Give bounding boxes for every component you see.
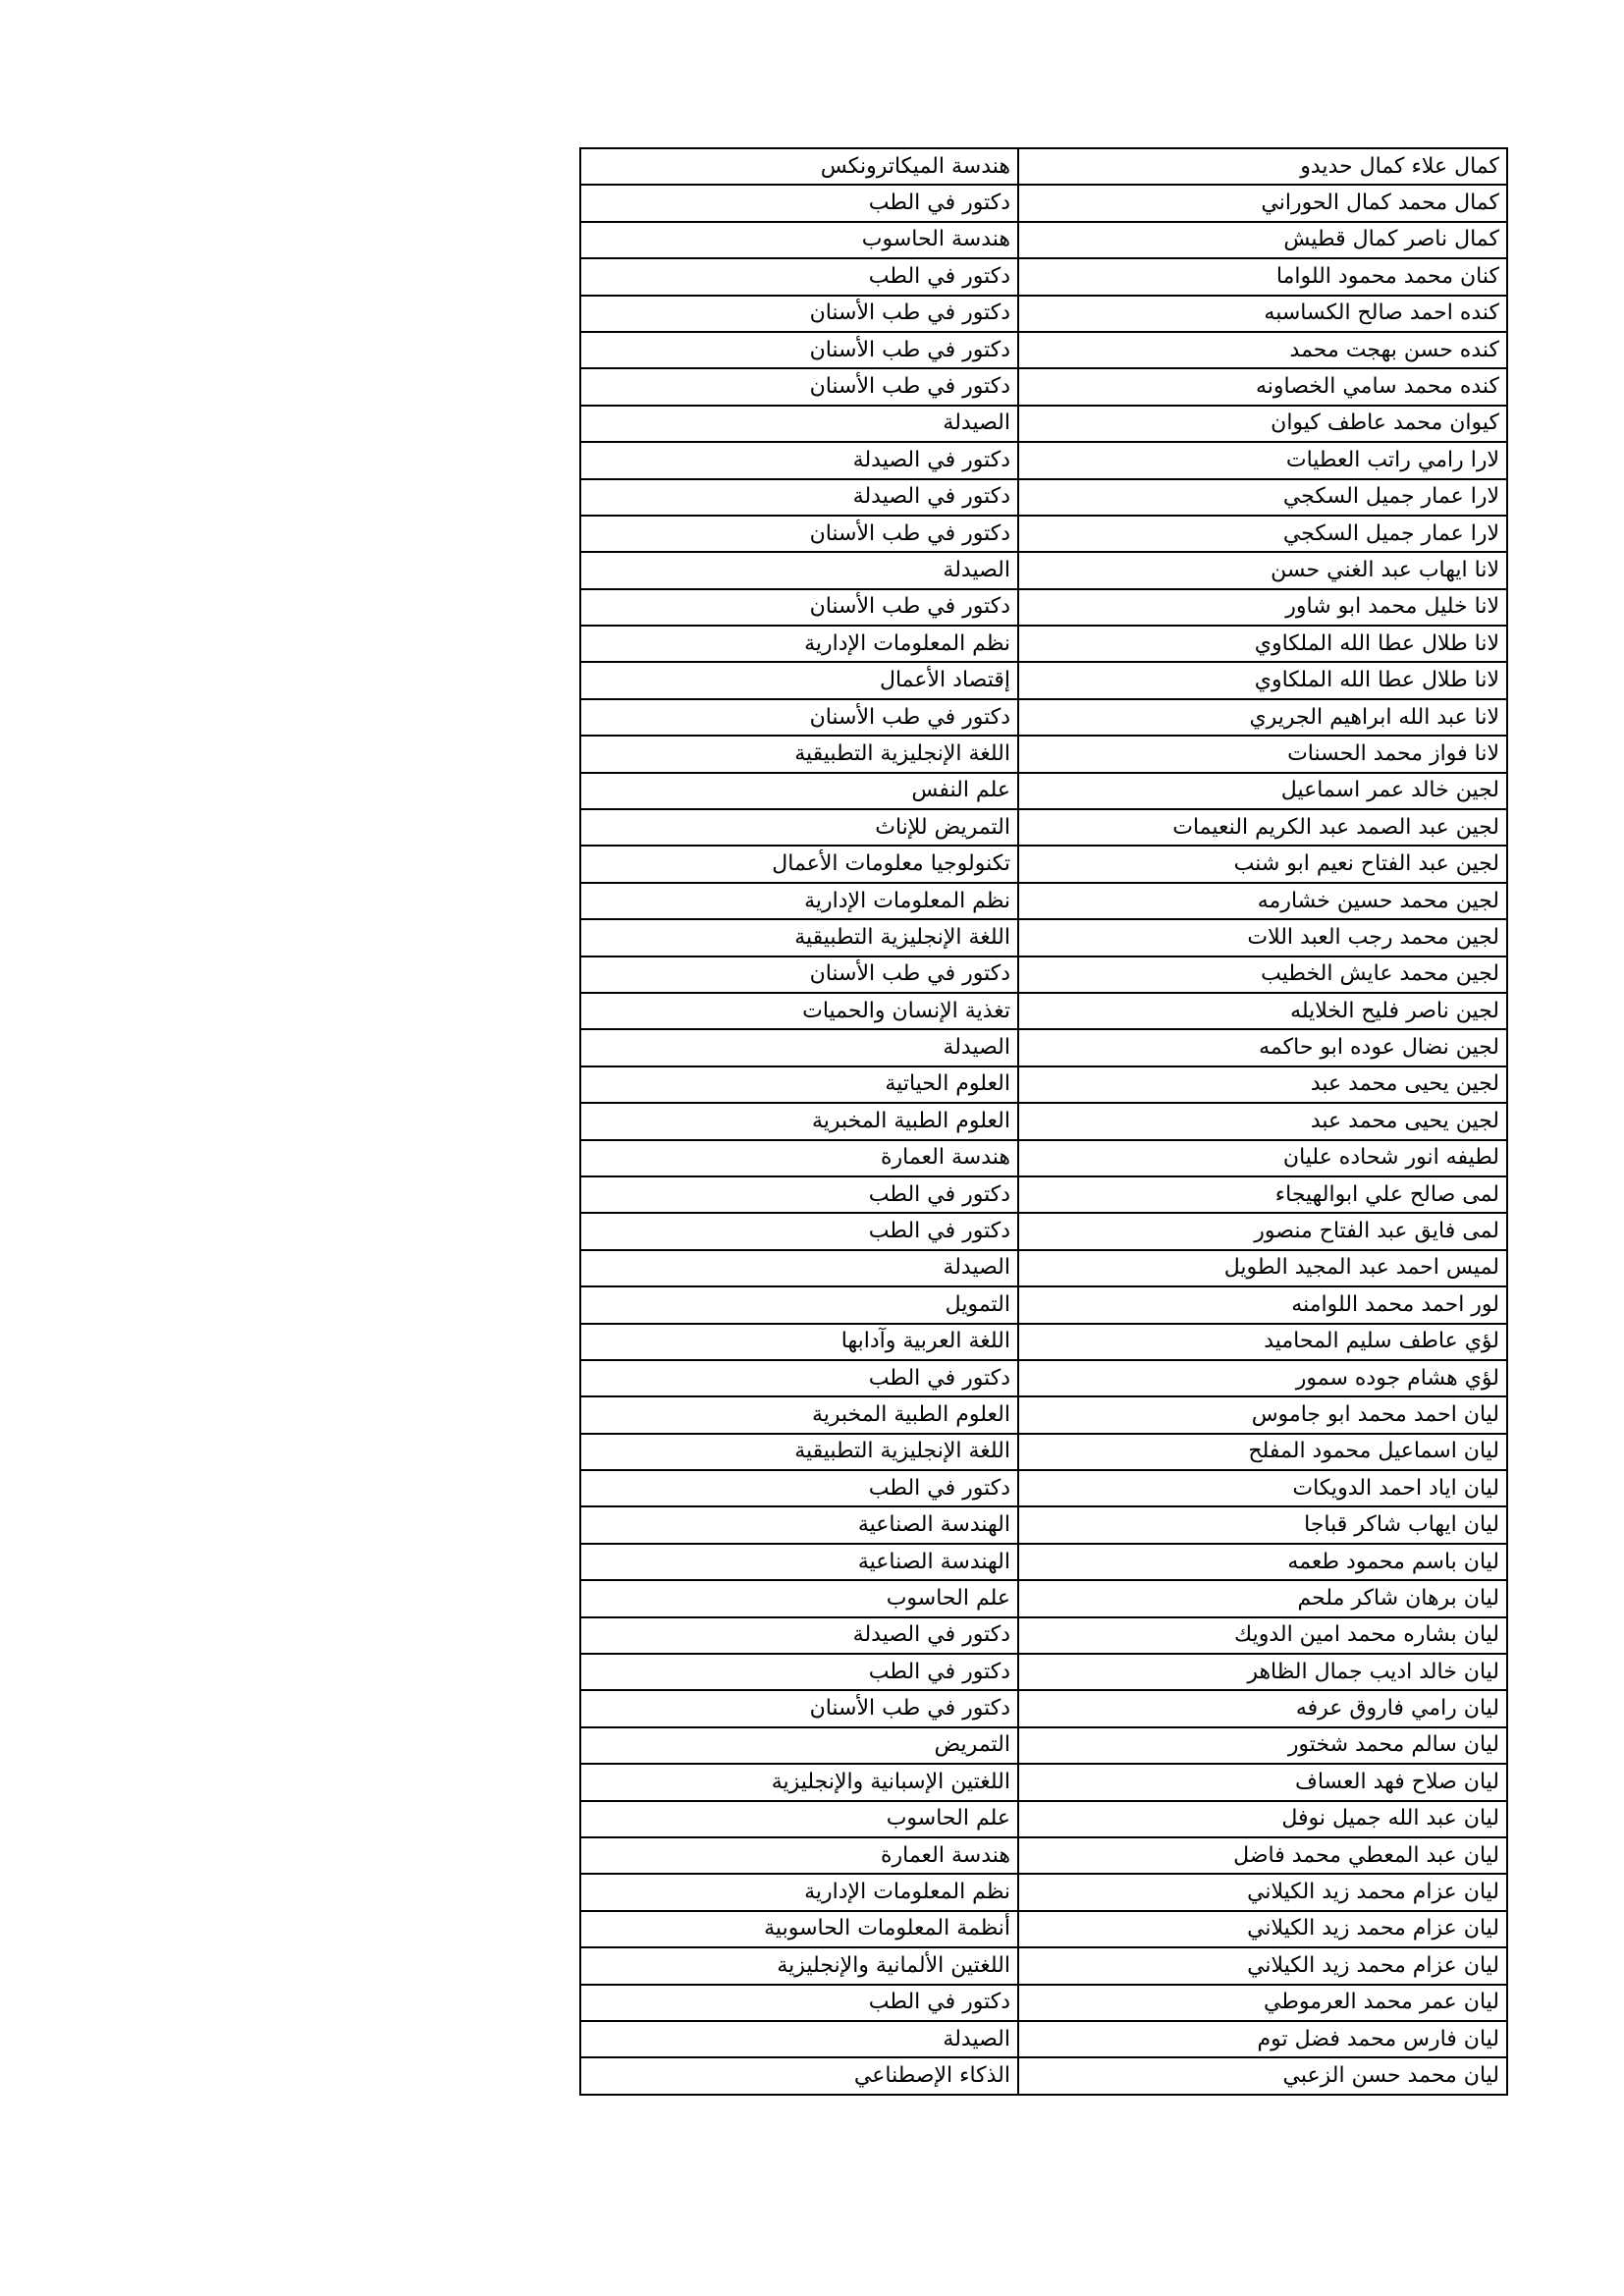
major-cell: نظم المعلومات الإدارية <box>580 1874 1018 1910</box>
major-cell: دكتور في طب الأسنان <box>580 516 1018 552</box>
major-cell: نظم المعلومات الإدارية <box>580 626 1018 662</box>
student-name-cell: ليان باسم محمود طعمه <box>1018 1544 1507 1580</box>
major-cell: دكتور في الطب <box>580 1213 1018 1249</box>
student-name-cell: لارا رامي راتب العطيات <box>1018 442 1507 478</box>
table-row <box>580 846 1507 882</box>
student-name-cell: كنان محمد محمود اللواما <box>1018 258 1507 295</box>
student-name-cell: كنده حسن بهجت محمد <box>1018 332 1507 368</box>
major-cell: اللغة العربية وآدابها <box>580 1324 1018 1360</box>
major-cell: علم النفس <box>580 773 1018 809</box>
table-row <box>580 1286 1507 1323</box>
table-row <box>580 368 1507 405</box>
table-row <box>580 1654 1507 1690</box>
student-name-cell: لانا خليل محمد ابو شاور <box>1018 589 1507 626</box>
major-cell: دكتور في طب الأسنان <box>580 699 1018 736</box>
student-name-cell: ليان عزام محمد زيد الكيلاني <box>1018 1874 1507 1910</box>
student-name-cell: ليان اسماعيل محمود المفلح <box>1018 1434 1507 1470</box>
student-name-cell: لميس احمد عبد المجيد الطويل <box>1018 1250 1507 1286</box>
student-name-cell: لجين محمد حسين خشارمه <box>1018 883 1507 919</box>
student-name-cell: لارا عمار جميل السكجي <box>1018 516 1507 552</box>
student-name-cell: ليان برهان شاكر ملحم <box>1018 1580 1507 1616</box>
table-row <box>580 2057 1507 2094</box>
student-name-cell: ليان بشاره محمد امين الدويك <box>1018 1617 1507 1654</box>
student-name-cell: ليان عبد الله جميل نوفل <box>1018 1801 1507 1837</box>
table-row <box>580 406 1507 442</box>
student-name-cell: كيوان محمد عاطف كيوان <box>1018 406 1507 442</box>
student-name-cell: ليان سالم محمد شختور <box>1018 1727 1507 1764</box>
major-cell: التمريض للإناث <box>580 809 1018 846</box>
student-name-cell: ليان احمد محمد ابو جاموس <box>1018 1396 1507 1433</box>
student-name-cell: ليان عمر محمد العرموطي <box>1018 1985 1507 2021</box>
table-row <box>580 662 1507 698</box>
major-cell: الصيدلة <box>580 2021 1018 2057</box>
table-row <box>580 957 1507 993</box>
student-name-cell: لؤي هشام جوده سمور <box>1018 1360 1507 1396</box>
major-cell: هندسة الميكاترونكس <box>580 148 1018 185</box>
major-cell: هندسة الحاسوب <box>580 222 1018 258</box>
student-name-cell: لطيفه انور شحاده عليان <box>1018 1140 1507 1176</box>
student-name-cell: لمى فايق عبد الفتاح منصور <box>1018 1213 1507 1249</box>
table-row <box>580 479 1507 516</box>
roster-table-body <box>580 148 1507 2095</box>
table-row <box>580 1360 1507 1396</box>
student-name-cell: لجين محمد عايش الخطيب <box>1018 957 1507 993</box>
major-cell: علم الحاسوب <box>580 1580 1018 1616</box>
major-cell: تغذية الإنسان والحميات <box>580 993 1018 1029</box>
major-cell: دكتور في الصيدلة <box>580 442 1018 478</box>
major-cell: دكتور في طب الأسنان <box>580 589 1018 626</box>
table-row <box>580 1029 1507 1066</box>
student-name-cell: ليان رامي فاروق عرفه <box>1018 1690 1507 1726</box>
student-name-cell: لجين عبد الفتاح نعيم ابو شنب <box>1018 846 1507 882</box>
student-name-cell: لجين نضال عوده ابو حاكمه <box>1018 1029 1507 1066</box>
major-cell: هندسة العمارة <box>580 1140 1018 1176</box>
major-cell: تكنولوجيا معلومات الأعمال <box>580 846 1018 882</box>
table-row <box>580 919 1507 956</box>
table-row <box>580 1911 1507 1947</box>
student-name-cell: ليان اياد احمد الدويكات <box>1018 1470 1507 1506</box>
table-row <box>580 1727 1507 1764</box>
table-row <box>580 736 1507 772</box>
student-name-cell: كمال علاء كمال حديدو <box>1018 148 1507 185</box>
student-name-cell: لانا طلال عطا الله الملكاوي <box>1018 662 1507 698</box>
table-row <box>580 1434 1507 1470</box>
major-cell: العلوم الطبية المخبرية <box>580 1103 1018 1139</box>
major-cell: اللغة الإنجليزية التطبيقية <box>580 736 1018 772</box>
student-name-cell: لجين يحيى محمد عبد <box>1018 1066 1507 1103</box>
table-row <box>580 1874 1507 1910</box>
table-row <box>580 258 1507 295</box>
table-row <box>580 1213 1507 1249</box>
student-name-cell: ليان صلاح فهد العساف <box>1018 1764 1507 1800</box>
table-row <box>580 2021 1507 2057</box>
student-name-cell: لانا ايهاب عبد الغني حسن <box>1018 552 1507 588</box>
table-row <box>580 1580 1507 1616</box>
student-name-cell: ليان عزام محمد زيد الكيلاني <box>1018 1911 1507 1947</box>
table-row <box>580 148 1507 185</box>
student-name-cell: ليان عبد المعطي محمد فاضل <box>1018 1837 1507 1874</box>
major-cell: اللغتين الألمانية والإنجليزية <box>580 1947 1018 1984</box>
student-name-cell: لانا طلال عطا الله الملكاوي <box>1018 626 1507 662</box>
student-name-cell: لجين ناصر فليح الخلايله <box>1018 993 1507 1029</box>
major-cell: دكتور في طب الأسنان <box>580 296 1018 332</box>
major-cell: التمويل <box>580 1286 1018 1323</box>
major-cell: دكتور في الطب <box>580 1176 1018 1213</box>
table-row <box>580 1985 1507 2021</box>
table-row <box>580 699 1507 736</box>
student-name-cell: كنده احمد صالح الكساسبه <box>1018 296 1507 332</box>
table-row <box>580 1837 1507 1874</box>
table-row <box>580 516 1507 552</box>
major-cell: الهندسة الصناعية <box>580 1506 1018 1543</box>
major-cell: دكتور في الطب <box>580 1985 1018 2021</box>
table-row <box>580 1544 1507 1580</box>
table-row <box>580 552 1507 588</box>
student-name-cell: ليان عزام محمد زيد الكيلاني <box>1018 1947 1507 1984</box>
table-row <box>580 589 1507 626</box>
table-row <box>580 185 1507 221</box>
major-cell: دكتور في الطب <box>580 1654 1018 1690</box>
table-row <box>580 222 1507 258</box>
major-cell: دكتور في الطب <box>580 185 1018 221</box>
major-cell: الهندسة الصناعية <box>580 1544 1018 1580</box>
major-cell: هندسة العمارة <box>580 1837 1018 1874</box>
major-cell: دكتور في الصيدلة <box>580 1617 1018 1654</box>
student-name-cell: لانا فواز محمد الحسنات <box>1018 736 1507 772</box>
roster-table <box>579 147 1508 2096</box>
table-row <box>580 1801 1507 1837</box>
major-cell: اللغة الإنجليزية التطبيقية <box>580 1434 1018 1470</box>
major-cell: أنظمة المعلومات الحاسوبية <box>580 1911 1018 1947</box>
table-row <box>580 1396 1507 1433</box>
major-cell: دكتور في طب الأسنان <box>580 368 1018 405</box>
student-name-cell: لجين محمد رجب العبد اللات <box>1018 919 1507 956</box>
table-row <box>580 442 1507 478</box>
major-cell: الذكاء الإصطناعي <box>580 2057 1018 2094</box>
table-row <box>580 1066 1507 1103</box>
student-name-cell: لجين خالد عمر اسماعيل <box>1018 773 1507 809</box>
student-name-cell: ليان فارس محمد فضل توم <box>1018 2021 1507 2057</box>
major-cell: الصيدلة <box>580 406 1018 442</box>
table-row <box>580 773 1507 809</box>
table-row <box>580 1140 1507 1176</box>
table-row <box>580 1690 1507 1726</box>
table-row <box>580 1250 1507 1286</box>
major-cell: علم الحاسوب <box>580 1801 1018 1837</box>
student-name-cell: لجين عبد الصمد عبد الكريم النعيمات <box>1018 809 1507 846</box>
major-cell: الصيدلة <box>580 1250 1018 1286</box>
major-cell: دكتور في الطب <box>580 258 1018 295</box>
major-cell: دكتور في طب الأسنان <box>580 332 1018 368</box>
major-cell: دكتور في الطب <box>580 1470 1018 1506</box>
table-row <box>580 332 1507 368</box>
major-cell: إقتصاد الأعمال <box>580 662 1018 698</box>
student-name-cell: كنده محمد سامي الخصاونه <box>1018 368 1507 405</box>
student-name-cell: لؤي عاطف سليم المحاميد <box>1018 1324 1507 1360</box>
major-cell: العلوم الطبية المخبرية <box>580 1396 1018 1433</box>
major-cell: دكتور في طب الأسنان <box>580 957 1018 993</box>
table-row <box>580 1617 1507 1654</box>
major-cell: العلوم الحياتية <box>580 1066 1018 1103</box>
student-name-cell: كمال ناصر كمال قطيش <box>1018 222 1507 258</box>
student-name-cell: لمى صالح علي ابوالهيجاء <box>1018 1176 1507 1213</box>
table-row <box>580 1324 1507 1360</box>
major-cell: نظم المعلومات الإدارية <box>580 883 1018 919</box>
table-row <box>580 626 1507 662</box>
table-row <box>580 296 1507 332</box>
table-row <box>580 1764 1507 1800</box>
major-cell: الصيدلة <box>580 1029 1018 1066</box>
table-row <box>580 993 1507 1029</box>
major-cell: اللغتين الإسبانية والإنجليزية <box>580 1764 1018 1800</box>
student-name-cell: ليان ايهاب شاكر قباجا <box>1018 1506 1507 1543</box>
major-cell: الصيدلة <box>580 552 1018 588</box>
student-name-cell: لجين يحيى محمد عبد <box>1018 1103 1507 1139</box>
major-cell: اللغة الإنجليزية التطبيقية <box>580 919 1018 956</box>
student-name-cell: لارا عمار جميل السكجي <box>1018 479 1507 516</box>
table-row <box>580 1470 1507 1506</box>
major-cell: دكتور في طب الأسنان <box>580 1690 1018 1726</box>
major-cell: دكتور في الطب <box>580 1360 1018 1396</box>
table-row <box>580 1103 1507 1139</box>
student-name-cell: لور احمد محمد اللوامنه <box>1018 1286 1507 1323</box>
table-row <box>580 1506 1507 1543</box>
student-name-cell: لانا عبد الله ابراهيم الجريري <box>1018 699 1507 736</box>
major-cell: التمريض <box>580 1727 1018 1764</box>
table-row <box>580 1947 1507 1984</box>
student-name-cell: ليان خالد اديب جمال الظاهر <box>1018 1654 1507 1690</box>
major-cell: دكتور في الصيدلة <box>580 479 1018 516</box>
student-name-cell: كمال محمد كمال الحوراني <box>1018 185 1507 221</box>
table-row <box>580 1176 1507 1213</box>
table-row <box>580 883 1507 919</box>
student-name-cell: ليان محمد حسن الزعبي <box>1018 2057 1507 2094</box>
table-row <box>580 809 1507 846</box>
